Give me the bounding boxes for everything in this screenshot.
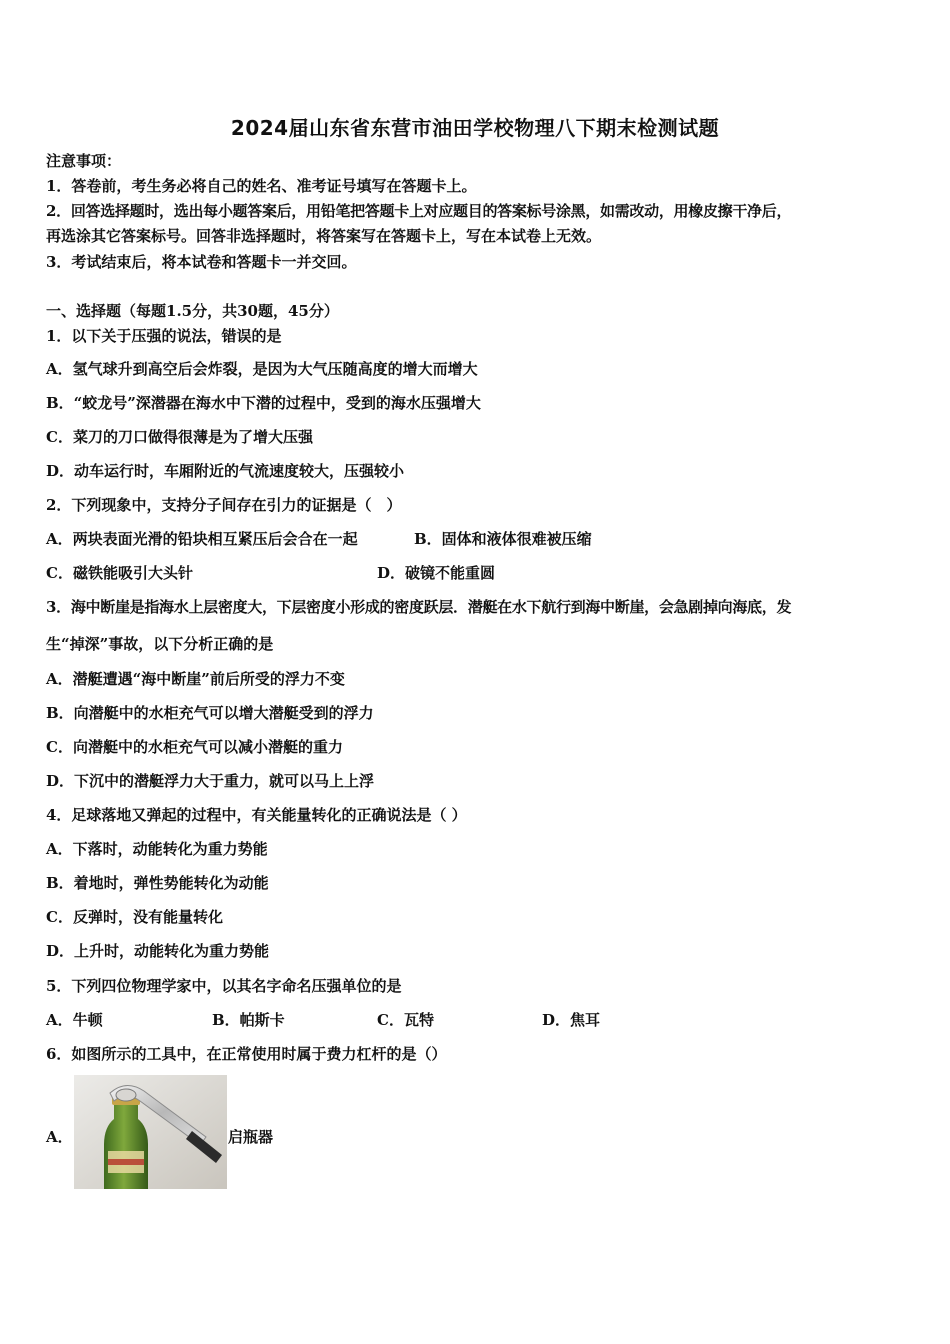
q4-option-d: D．上升时，动能转化为重力势能 (46, 942, 270, 960)
q2-option-b: B．固体和液体很难被压缩 (414, 530, 592, 548)
q5-stem: 5．下列四位物理学家中，以其名字命名压强单位的是 (46, 977, 402, 995)
q5-option-b: B．帕斯卡 (212, 1011, 285, 1029)
q3-option-c: C．向潜艇中的水柜充气可以减小潜艇的重力 (46, 738, 343, 756)
q4-option-a: A．下落时，动能转化为重力势能 (46, 840, 268, 858)
notice-item-1: 1．答卷前，考生务必将自己的姓名、准考证号填写在答题卡上。 (46, 177, 477, 195)
notice-item-3: 3．考试结束后，将本试卷和答题卡一并交回。 (46, 253, 357, 271)
q5-option-a: A．牛顿 (46, 1011, 103, 1029)
q3-option-d: D．下沉中的潜艇浮力大于重力，就可以马上上浮 (46, 772, 375, 790)
q5-option-c: C．瓦特 (377, 1011, 434, 1029)
q2-option-a: A．两块表面光滑的铅块相互紧压后会合在一起 (46, 530, 358, 548)
q6-stem: 6．如图所示的工具中，在正常使用时属于费力杠杆的是（） (46, 1045, 447, 1063)
q2-stem: 2．下列现象中，支持分子间存在引力的证据是（ ） (46, 496, 402, 514)
bottle-opener-illustration (74, 1075, 227, 1189)
notice-item-2-cont: 再选涂其它答案标号。回答非选择题时，将答案写在答题卡上，写在本试卷上无效。 (46, 227, 602, 245)
q3-option-b: B．向潜艇中的水柜充气可以增大潜艇受到的浮力 (46, 704, 374, 722)
q1-option-d: D．动车运行时，车厢附近的气流速度较大，压强较小 (46, 462, 405, 480)
notice-heading: 注意事项： (46, 152, 122, 170)
q5-option-d: D．焦耳 (542, 1011, 601, 1029)
q1-stem: 1．以下关于压强的说法，错误的是 (46, 327, 282, 345)
q1-option-b: B．“蛟龙号”深潜器在海水中下潜的过程中，受到的海水压强增大 (46, 394, 481, 412)
notice-item-2: 2．回答选择题时，选出每小题答案后，用铅笔把答题卡上对应题目的答案标号涂黑，如需改动，用橡皮擦干净后， (46, 202, 792, 220)
q4-option-b: B．着地时，弹性势能转化为动能 (46, 874, 269, 892)
q3-stem-line2: 生“掉深”事故，以下分析正确的是 (46, 635, 274, 653)
q1-option-c: C．菜刀的刀口做得很薄是为了增大压强 (46, 428, 313, 446)
section-heading: 一、选择题（每题1.5分，共30题，45分） (46, 302, 339, 320)
q6-option-a-label: A． (46, 1128, 73, 1146)
q4-stem: 4．足球落地又弹起的过程中，有关能量转化的正确说法是（ ） (46, 806, 467, 824)
q3-stem-line1: 3．海中断崖是指海水上层密度大，下层密度小形成的密度跃层．潜艇在水下航行到海中断崖，会急剧掉向海底，发 (46, 598, 792, 616)
q4-option-c: C．反弹时，没有能量转化 (46, 908, 223, 926)
q2-option-c: C．磁铁能吸引大头针 (46, 564, 193, 582)
q3-option-a: A．潜艇遭遇“海中断崖”前后所受的浮力不变 (46, 670, 345, 688)
bottle-opener-photo (74, 1075, 227, 1189)
q1-option-a: A．氢气球升到高空后会炸裂，是因为大气压随高度的增大而增大 (46, 360, 478, 378)
exam-title: 2024届山东省东营市油田学校物理八下期末检测试题 (230, 116, 720, 140)
q6-option-a-text: 启瓶器 (228, 1128, 274, 1146)
q2-option-d: D．破镜不能重圆 (377, 564, 496, 582)
